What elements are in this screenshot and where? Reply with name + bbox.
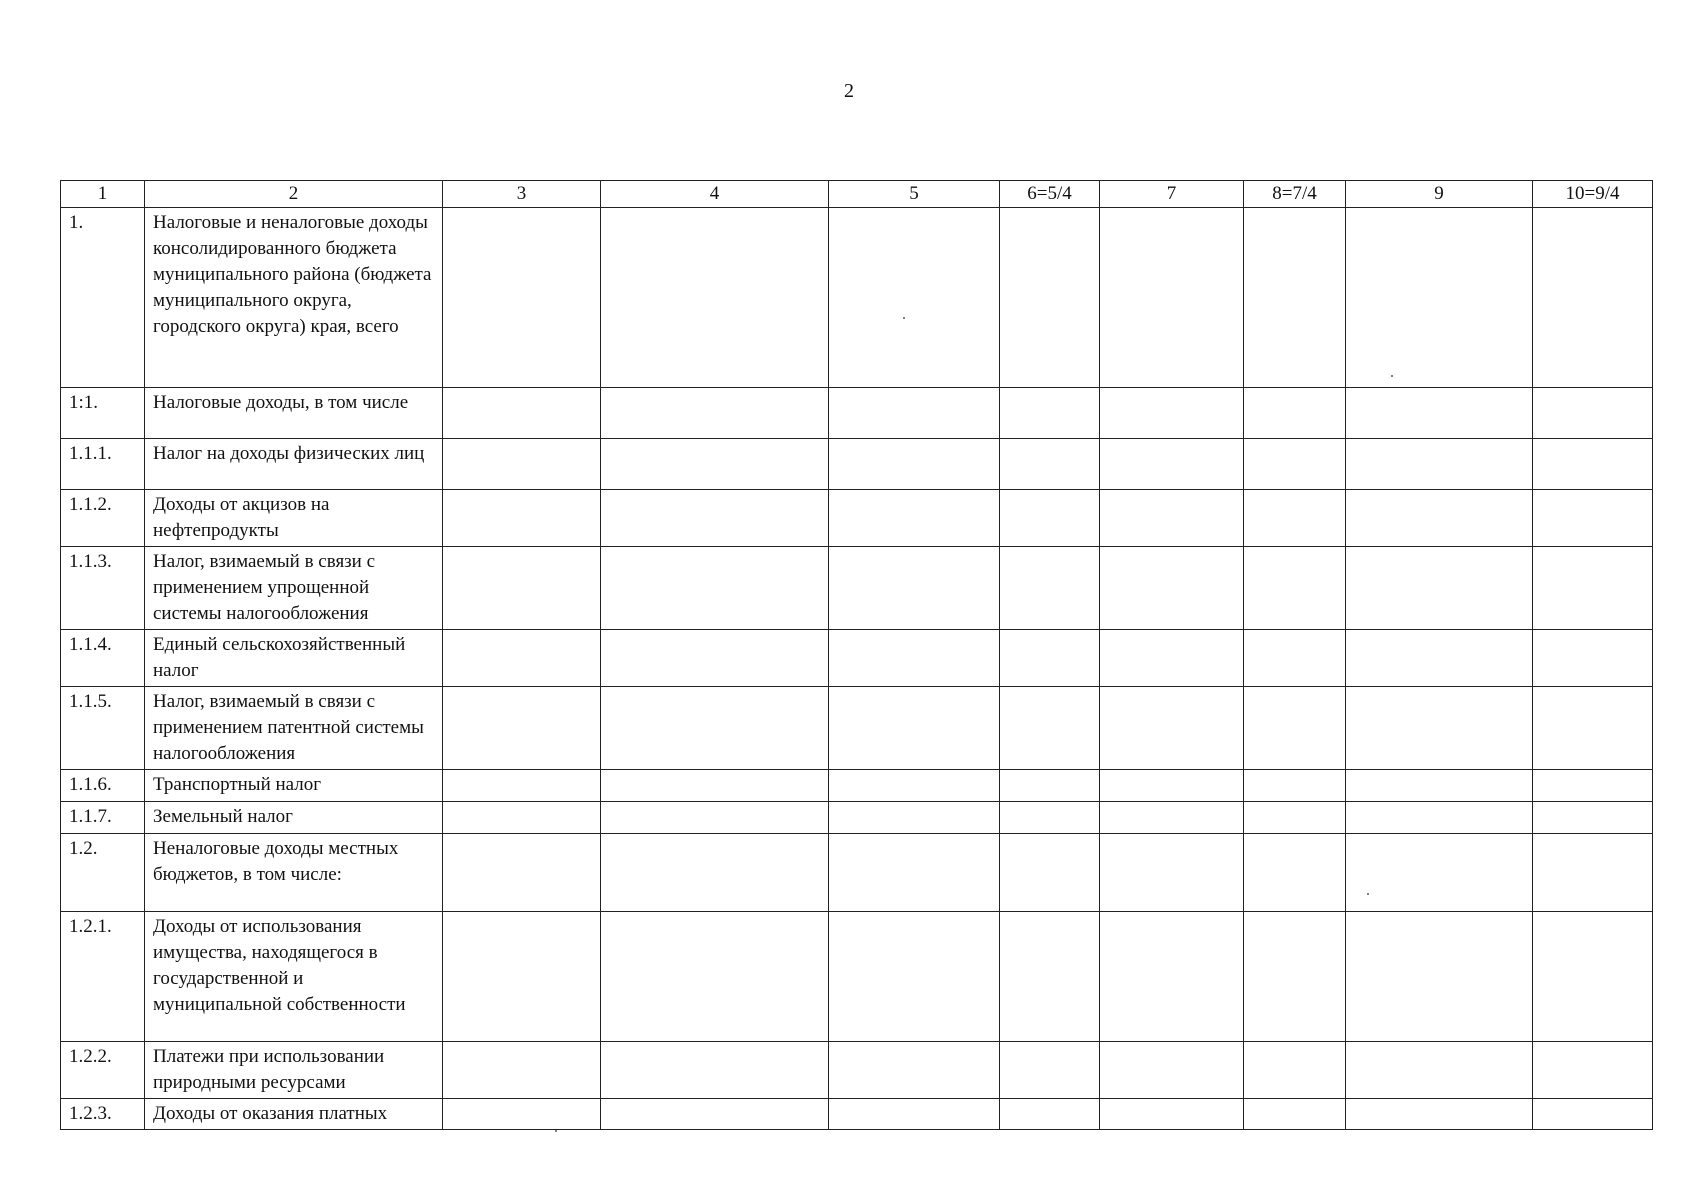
row-number: 1.1.6.: [61, 770, 145, 802]
empty-cell: [829, 388, 1000, 439]
empty-cell: [443, 1042, 601, 1099]
empty-cell: [1533, 912, 1653, 1042]
empty-cell: [1346, 547, 1533, 630]
empty-cell: [1100, 1042, 1244, 1099]
empty-cell: [1100, 547, 1244, 630]
empty-cell: [1244, 547, 1346, 630]
empty-cell: [829, 1042, 1000, 1099]
empty-cell: [1346, 834, 1533, 912]
empty-cell: [1000, 1099, 1100, 1130]
row-number: 1:1.: [61, 388, 145, 439]
empty-cell: [1000, 490, 1100, 547]
empty-cell: [1000, 630, 1100, 687]
empty-cell: [1533, 208, 1653, 388]
table-row: [61, 439, 1653, 490]
empty-cell: [1244, 687, 1346, 770]
empty-cell: [829, 802, 1000, 834]
empty-cell: [601, 770, 829, 802]
header-row: [61, 181, 1653, 208]
empty-cell: [1000, 208, 1100, 388]
scan-speck: [1367, 893, 1369, 895]
row-name: Единый сельскохозяйственный налог: [145, 630, 443, 687]
row-number: 1.1.7.: [61, 802, 145, 834]
empty-cell: [601, 802, 829, 834]
empty-cell: [1244, 208, 1346, 388]
empty-cell: [1346, 1042, 1533, 1099]
column-header: 2: [145, 181, 443, 208]
empty-cell: [1100, 912, 1244, 1042]
row-name: Платежи при использовании природными ресурсами: [145, 1042, 443, 1099]
table-row: [61, 388, 1653, 439]
empty-cell: [601, 1099, 829, 1130]
empty-cell: [1244, 388, 1346, 439]
row-number: 1.2.3.: [61, 1099, 145, 1130]
empty-cell: [1000, 912, 1100, 1042]
empty-cell: [1346, 1099, 1533, 1130]
empty-cell: [1000, 439, 1100, 490]
empty-cell: [1346, 388, 1533, 439]
empty-cell: [1000, 388, 1100, 439]
empty-cell: [1533, 490, 1653, 547]
table-row: [61, 547, 1653, 630]
empty-cell: [1346, 770, 1533, 802]
empty-cell: [1244, 770, 1346, 802]
empty-cell: [443, 912, 601, 1042]
empty-cell: [601, 388, 829, 439]
row-number: 1.2.2.: [61, 1042, 145, 1099]
empty-cell: [1244, 630, 1346, 687]
row-number: 1.1.5.: [61, 687, 145, 770]
row-number: 1.2.: [61, 834, 145, 912]
row-name: Доходы от оказания платных: [145, 1099, 443, 1130]
empty-cell: [829, 912, 1000, 1042]
scan-speck: [1391, 375, 1393, 377]
table-row: [61, 1042, 1653, 1099]
row-number: 1.1.1.: [61, 439, 145, 490]
empty-cell: [1533, 1042, 1653, 1099]
column-header: 9: [1346, 181, 1533, 208]
empty-cell: [1100, 1099, 1244, 1130]
empty-cell: [443, 687, 601, 770]
empty-cell: [1244, 439, 1346, 490]
empty-cell: [1000, 770, 1100, 802]
revenue-table: [60, 180, 1653, 1130]
empty-cell: [443, 388, 601, 439]
empty-cell: [829, 547, 1000, 630]
empty-cell: [1000, 547, 1100, 630]
empty-cell: [829, 208, 1000, 388]
empty-cell: [1244, 490, 1346, 547]
empty-cell: [601, 630, 829, 687]
empty-cell: [1346, 439, 1533, 490]
empty-cell: [1346, 687, 1533, 770]
empty-cell: [1000, 802, 1100, 834]
empty-cell: [443, 630, 601, 687]
empty-cell: [829, 834, 1000, 912]
empty-cell: [1100, 388, 1244, 439]
scan-speck: [903, 317, 905, 319]
table-row: [61, 770, 1653, 802]
empty-cell: [1100, 802, 1244, 834]
empty-cell: [1533, 439, 1653, 490]
empty-cell: [1100, 439, 1244, 490]
empty-cell: [1346, 490, 1533, 547]
empty-cell: [601, 912, 829, 1042]
column-header: 8=7/4: [1244, 181, 1346, 208]
table-row: [61, 802, 1653, 834]
empty-cell: [1533, 388, 1653, 439]
empty-cell: [829, 687, 1000, 770]
scan-speck: [555, 1130, 557, 1132]
empty-cell: [1346, 208, 1533, 388]
empty-cell: [1100, 770, 1244, 802]
table-row: [61, 834, 1653, 912]
column-header: 3: [443, 181, 601, 208]
empty-cell: [1533, 1099, 1653, 1130]
table-row: [61, 687, 1653, 770]
empty-cell: [443, 208, 601, 388]
empty-cell: [1100, 630, 1244, 687]
empty-cell: [1000, 834, 1100, 912]
table-row: [61, 630, 1653, 687]
empty-cell: [601, 687, 829, 770]
empty-cell: [1000, 687, 1100, 770]
row-name: Налоговые доходы, в том числе: [145, 388, 443, 439]
empty-cell: [601, 439, 829, 490]
row-name: Налоговые и неналоговые доходы консолидированного бюджета муниципального района (бюджета муниципального округа, городского округа) края, всего: [145, 208, 443, 388]
empty-cell: [1000, 1042, 1100, 1099]
table-row: [61, 208, 1653, 388]
table-body: [61, 208, 1653, 1130]
empty-cell: [1533, 834, 1653, 912]
empty-cell: [1244, 1042, 1346, 1099]
empty-cell: [443, 439, 601, 490]
empty-cell: [601, 834, 829, 912]
table-row: [61, 912, 1653, 1042]
empty-cell: [1244, 1099, 1346, 1130]
empty-cell: [1244, 834, 1346, 912]
page-number: 2: [844, 80, 854, 102]
empty-cell: [443, 770, 601, 802]
empty-cell: [829, 770, 1000, 802]
empty-cell: [443, 834, 601, 912]
row-number: 1.1.3.: [61, 547, 145, 630]
row-name: Транспортный налог: [145, 770, 443, 802]
empty-cell: [601, 490, 829, 547]
row-number: 1.: [61, 208, 145, 388]
row-name: Доходы от использования имущества, находящегося в государственной и муниципальной собственности: [145, 912, 443, 1042]
empty-cell: [829, 630, 1000, 687]
row-name: Неналоговые доходы местных бюджетов, в том числе:: [145, 834, 443, 912]
row-number: 1.1.4.: [61, 630, 145, 687]
empty-cell: [829, 1099, 1000, 1130]
empty-cell: [1346, 912, 1533, 1042]
empty-cell: [1100, 490, 1244, 547]
row-name: Налог, взимаемый в связи с применением упрощенной системы налогообложения: [145, 547, 443, 630]
empty-cell: [1100, 687, 1244, 770]
empty-cell: [1533, 687, 1653, 770]
empty-cell: [1244, 912, 1346, 1042]
column-header: 7: [1100, 181, 1244, 208]
empty-cell: [601, 208, 829, 388]
table-row: [61, 490, 1653, 547]
empty-cell: [1533, 770, 1653, 802]
column-header: 10=9/4: [1533, 181, 1653, 208]
row-number: 1.2.1.: [61, 912, 145, 1042]
empty-cell: [1346, 630, 1533, 687]
empty-cell: [1346, 802, 1533, 834]
column-header: 5: [829, 181, 1000, 208]
row-name: Доходы от акцизов на нефтепродукты: [145, 490, 443, 547]
empty-cell: [1100, 834, 1244, 912]
row-name: Налог на доходы физических лиц: [145, 439, 443, 490]
column-header: 6=5/4: [1000, 181, 1100, 208]
row-number: 1.1.2.: [61, 490, 145, 547]
row-name: Налог, взимаемый в связи с применением патентной системы налогообложения: [145, 687, 443, 770]
column-header: 1: [61, 181, 145, 208]
empty-cell: [601, 547, 829, 630]
empty-cell: [601, 1042, 829, 1099]
empty-cell: [1100, 208, 1244, 388]
empty-cell: [1533, 802, 1653, 834]
empty-cell: [443, 547, 601, 630]
row-name: Земельный налог: [145, 802, 443, 834]
empty-cell: [829, 490, 1000, 547]
empty-cell: [1533, 547, 1653, 630]
empty-cell: [443, 1099, 601, 1130]
empty-cell: [1533, 630, 1653, 687]
empty-cell: [829, 439, 1000, 490]
table-row: [61, 1099, 1653, 1130]
empty-cell: [443, 490, 601, 547]
empty-cell: [443, 802, 601, 834]
column-header: 4: [601, 181, 829, 208]
empty-cell: [1244, 802, 1346, 834]
